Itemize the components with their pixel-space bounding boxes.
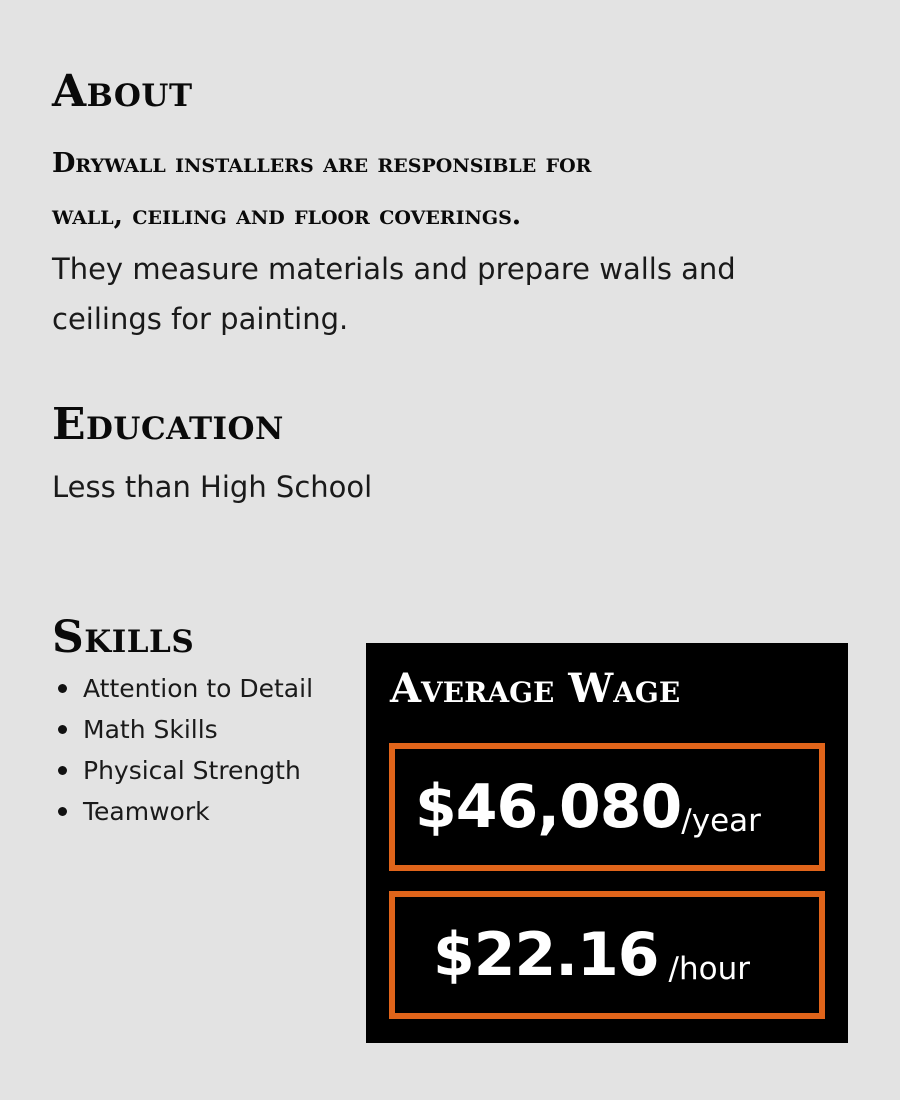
- about-lead-line-2: wall, ceiling and floor coverings.: [52, 200, 522, 231]
- hourly-wage-box: [389, 891, 825, 1019]
- skill-label: Math Skills: [83, 715, 218, 744]
- about-lead: [52, 138, 832, 242]
- skill-label: Attention to Detail: [83, 674, 314, 703]
- yearly-wage-unit: /year: [681, 803, 761, 839]
- bullet-icon: [58, 807, 67, 816]
- about-lead-line-1: Drywall installers are responsible for: [52, 148, 592, 179]
- skills-list: [58, 668, 313, 832]
- bullet-icon: [58, 766, 67, 775]
- skill-item: [58, 668, 313, 709]
- about-heading: About: [52, 66, 193, 117]
- average-wage-panel: [366, 643, 848, 1043]
- skill-label: Teamwork: [83, 797, 210, 826]
- hourly-wage-amount: $22.16: [433, 920, 659, 990]
- about-description: They measure materials and prepare walls and ceilings for painting.: [52, 252, 736, 336]
- average-wage-title: Average Wage: [390, 665, 681, 712]
- skill-label: Physical Strength: [83, 756, 301, 785]
- skill-item: [58, 750, 313, 791]
- education-heading: Education: [52, 399, 284, 450]
- bullet-icon: [58, 684, 67, 693]
- yearly-wage-amount: $46,080: [415, 772, 682, 842]
- yearly-wage-box: [389, 743, 825, 871]
- hourly-wage-unit: /hour: [668, 951, 750, 987]
- skills-heading: Skills: [52, 612, 195, 663]
- education-value: Less than High School: [52, 470, 373, 504]
- skill-item: [58, 709, 313, 750]
- skill-item: [58, 791, 313, 832]
- bullet-icon: [58, 725, 67, 734]
